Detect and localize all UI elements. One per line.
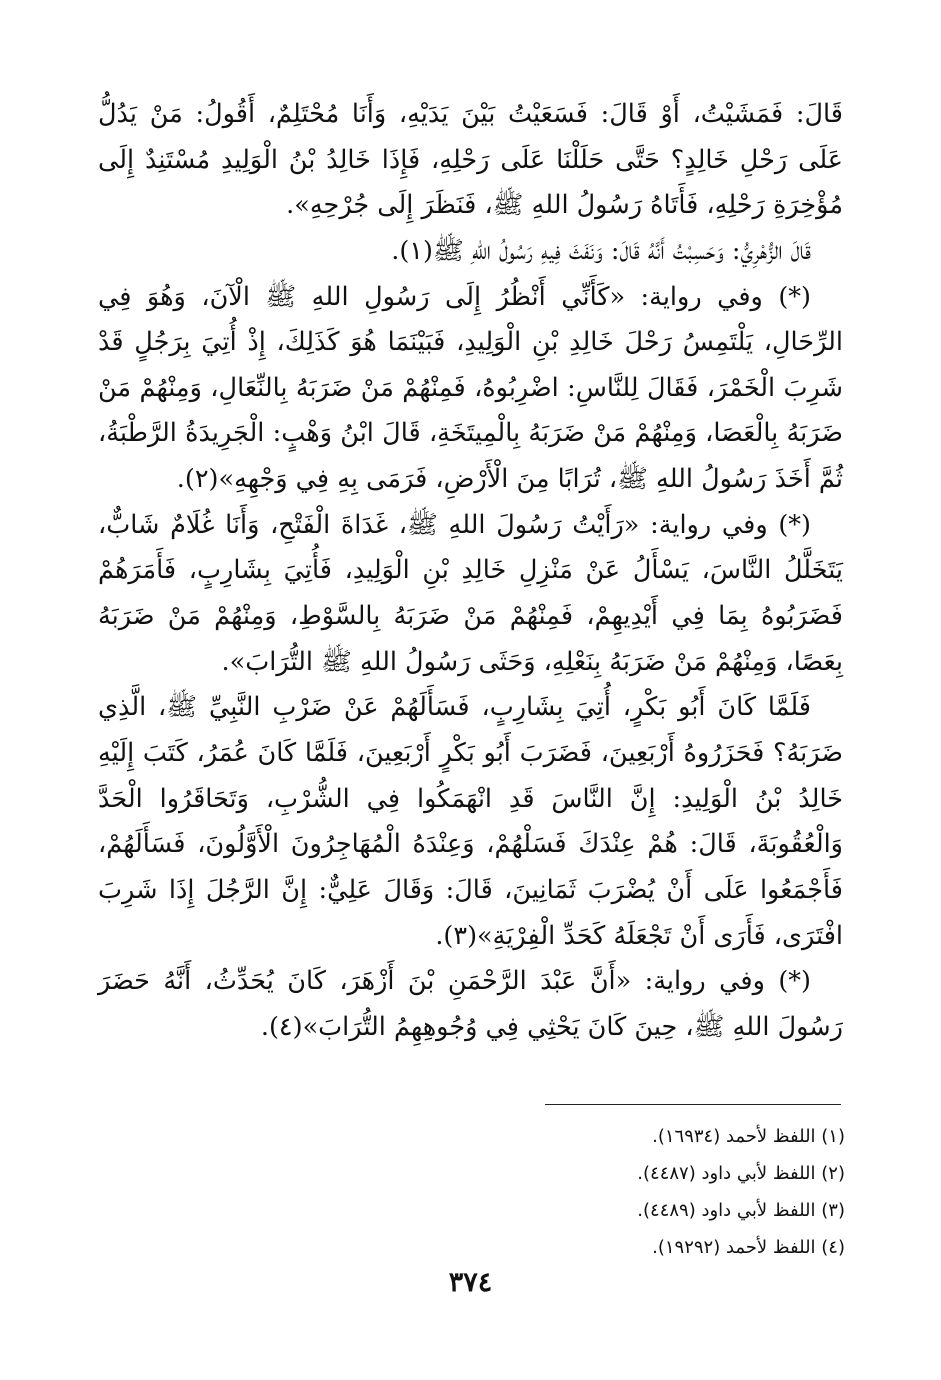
footnote-2: (٢) اللفظ لأبي داود (٤٤٨٧).	[637, 1163, 845, 1184]
footnote-4: (٤) اللفظ لأحمد (١٩٢٩٢).	[652, 1237, 845, 1258]
paragraph-2: قَالَ الزُّهْرِيُّ: وَحَسِبْتُ أَنَّهُ قَالَ: وَنَفَثَ فِيهِ رَسُولُ اللهِ ﷺ(١).	[391, 235, 811, 266]
paragraph-3: (*) وفي رواية: «كَأَنِّي أَنْظُرُ إِلَى رَسُولِ اللهِ ﷺ الْآنَ، وَهُوَ فِي الرِّحَالِ، يَلْتَمِسُ رَحْلَ خَالِدِ بْنِ الْوَلِيدِ، فَبَيْنَمَا هُوَ كَذَلِكَ، إِذْ أُتِيَ بِرَجُلٍ قَدْ شَرِبَ الْخَمْرَ، فَقَالَ لِلنَّاسِ: اضْرِبُوهُ، فَمِنْهُمْ مَنْ ضَرَبَهُ بِالنِّعَالِ، وَمِنْهُمْ مَنْ ضَرَبَهُ بِالْعَصَا، وَمِنْهُمْ مَنْ ضَرَبَهُ بِالْمِيتَخَةِ، قَالَ ابْنُ وَهْبٍ: الْجَرِيدَةُ الرَّطْبَةُ، ثُمَّ أَخَذَ رَسُولُ اللهِ ﷺ، تُرَابًا مِنَ الْأَرْضِ، فَرَمَى بِهِ فِي وَجْهِهِ»(٢).	[98, 281, 843, 495]
main-text	[98, 92, 843, 1050]
paragraph-1: قَالَ: فَمَشَيْتُ، أَوْ قَالَ: فَسَعَيْتُ بَيْنَ يَدَيْهِ، وَأَنَا مُحْتَلِمٌ، أَقُولُ: مَنْ يَدُلُّ عَلَى رَحْلِ خَالِدٍ؟ حَتَّى حَلَلْنَا عَلَى رَحْلِهِ، فَإِذَا خَالِدُ بْنُ الْوَلِيدِ مُسْتَنِدٌ إِلَى مُؤْخِرَةِ رَحْلِهِ، فَأَتَاهُ رَسُولُ اللهِ ﷺ، فَنَظَرَ إِلَى جُرْحِهِ».	[98, 99, 843, 221]
footnote-1: (١) اللفظ لأحمد (١٦٩٣٤).	[652, 1126, 845, 1147]
footnotes	[100, 1118, 845, 1266]
paragraph-5: فَلَمَّا كَانَ أَبُو بَكْرٍ، أُتِيَ بِشَارِبٍ، فَسَأَلَهُمْ عَنْ ضَرْبِ النَّبِيِّ ﷺ، الَّذِي ضَرَبَهُ؟ فَحَزَرُوهُ أَرْبَعِينَ، فَضَرَبَ أَبُو بَكْرٍ أَرْبَعِينَ، فَلَمَّا كَانَ عُمَرُ، كَتَبَ إِلَيْهِ خَالِدُ بْنُ الْوَلِيدِ: إِنَّ النَّاسَ قَدِ انْهَمَكُوا فِي الشُّرْبِ، وَتَحَاقَرُوا الْحَدَّ وَالْعُقُوبَةَ، قَالَ: هُمْ عِنْدَكَ فَسَلْهُمْ، وَعِنْدَهُ الْمُهَاجِرُونَ الْأَوَّلُونَ، فَسَأَلَهُمْ، فَأَجْمَعُوا عَلَى أَنْ يُضْرَبَ ثَمَانِينَ، قَالَ: وَقَالَ عَلِيٌّ: إِنَّ الرَّجُلَ إِذَا شَرِبَ افْتَرَى، فَأَرَى أَنْ تَجْعَلَهُ كَحَدِّ الْفِرْيَةِ»(٣).	[98, 692, 843, 951]
footnote-3: (٣) اللفظ لأبي داود (٤٤٨٩).	[637, 1200, 845, 1221]
footnote-separator	[545, 1104, 841, 1105]
page-number: ٣٧٤	[448, 1267, 493, 1298]
paragraph-4: (*) وفي رواية: «رَأَيْتُ رَسُولَ اللهِ ﷺ، غَدَاةَ الْفَتْحِ، وَأَنَا غُلَامٌ شَابٌّ، يَتَخَلَّلُ النَّاسَ، يَسْأَلُ عَنْ مَنْزِلِ خَالِدِ بْنِ الْوَلِيدِ، فَأُتِيَ بِشَارِبٍ، فَأَمَرَهُمْ فَضَرَبُوهُ بِمَا فِي أَيْدِيهِمْ، فَمِنْهُمْ مَنْ ضَرَبَهُ بِالسَّوْطِ، وَمِنْهُمْ مَنْ ضَرَبَهُ بِعَصًا، وَمِنْهُمْ مَنْ ضَرَبَهُ بِنَعْلِهِ، وَحَثَى رَسُولُ اللهِ ﷺ التُّرَابَ».	[98, 509, 843, 677]
paragraph-6: (*) وفي رواية: «أَنَّ عَبْدَ الرَّحْمَنِ بْنَ أَزْهَرَ، كَانَ يُحَدِّثُ، أَنَّهُ حَضَرَ رَسُولَ اللهِ ﷺ، حِينَ كَانَ يَحْثِي فِي وُجُوهِهِمُ التُّرَابَ»(٤).	[98, 966, 843, 1042]
